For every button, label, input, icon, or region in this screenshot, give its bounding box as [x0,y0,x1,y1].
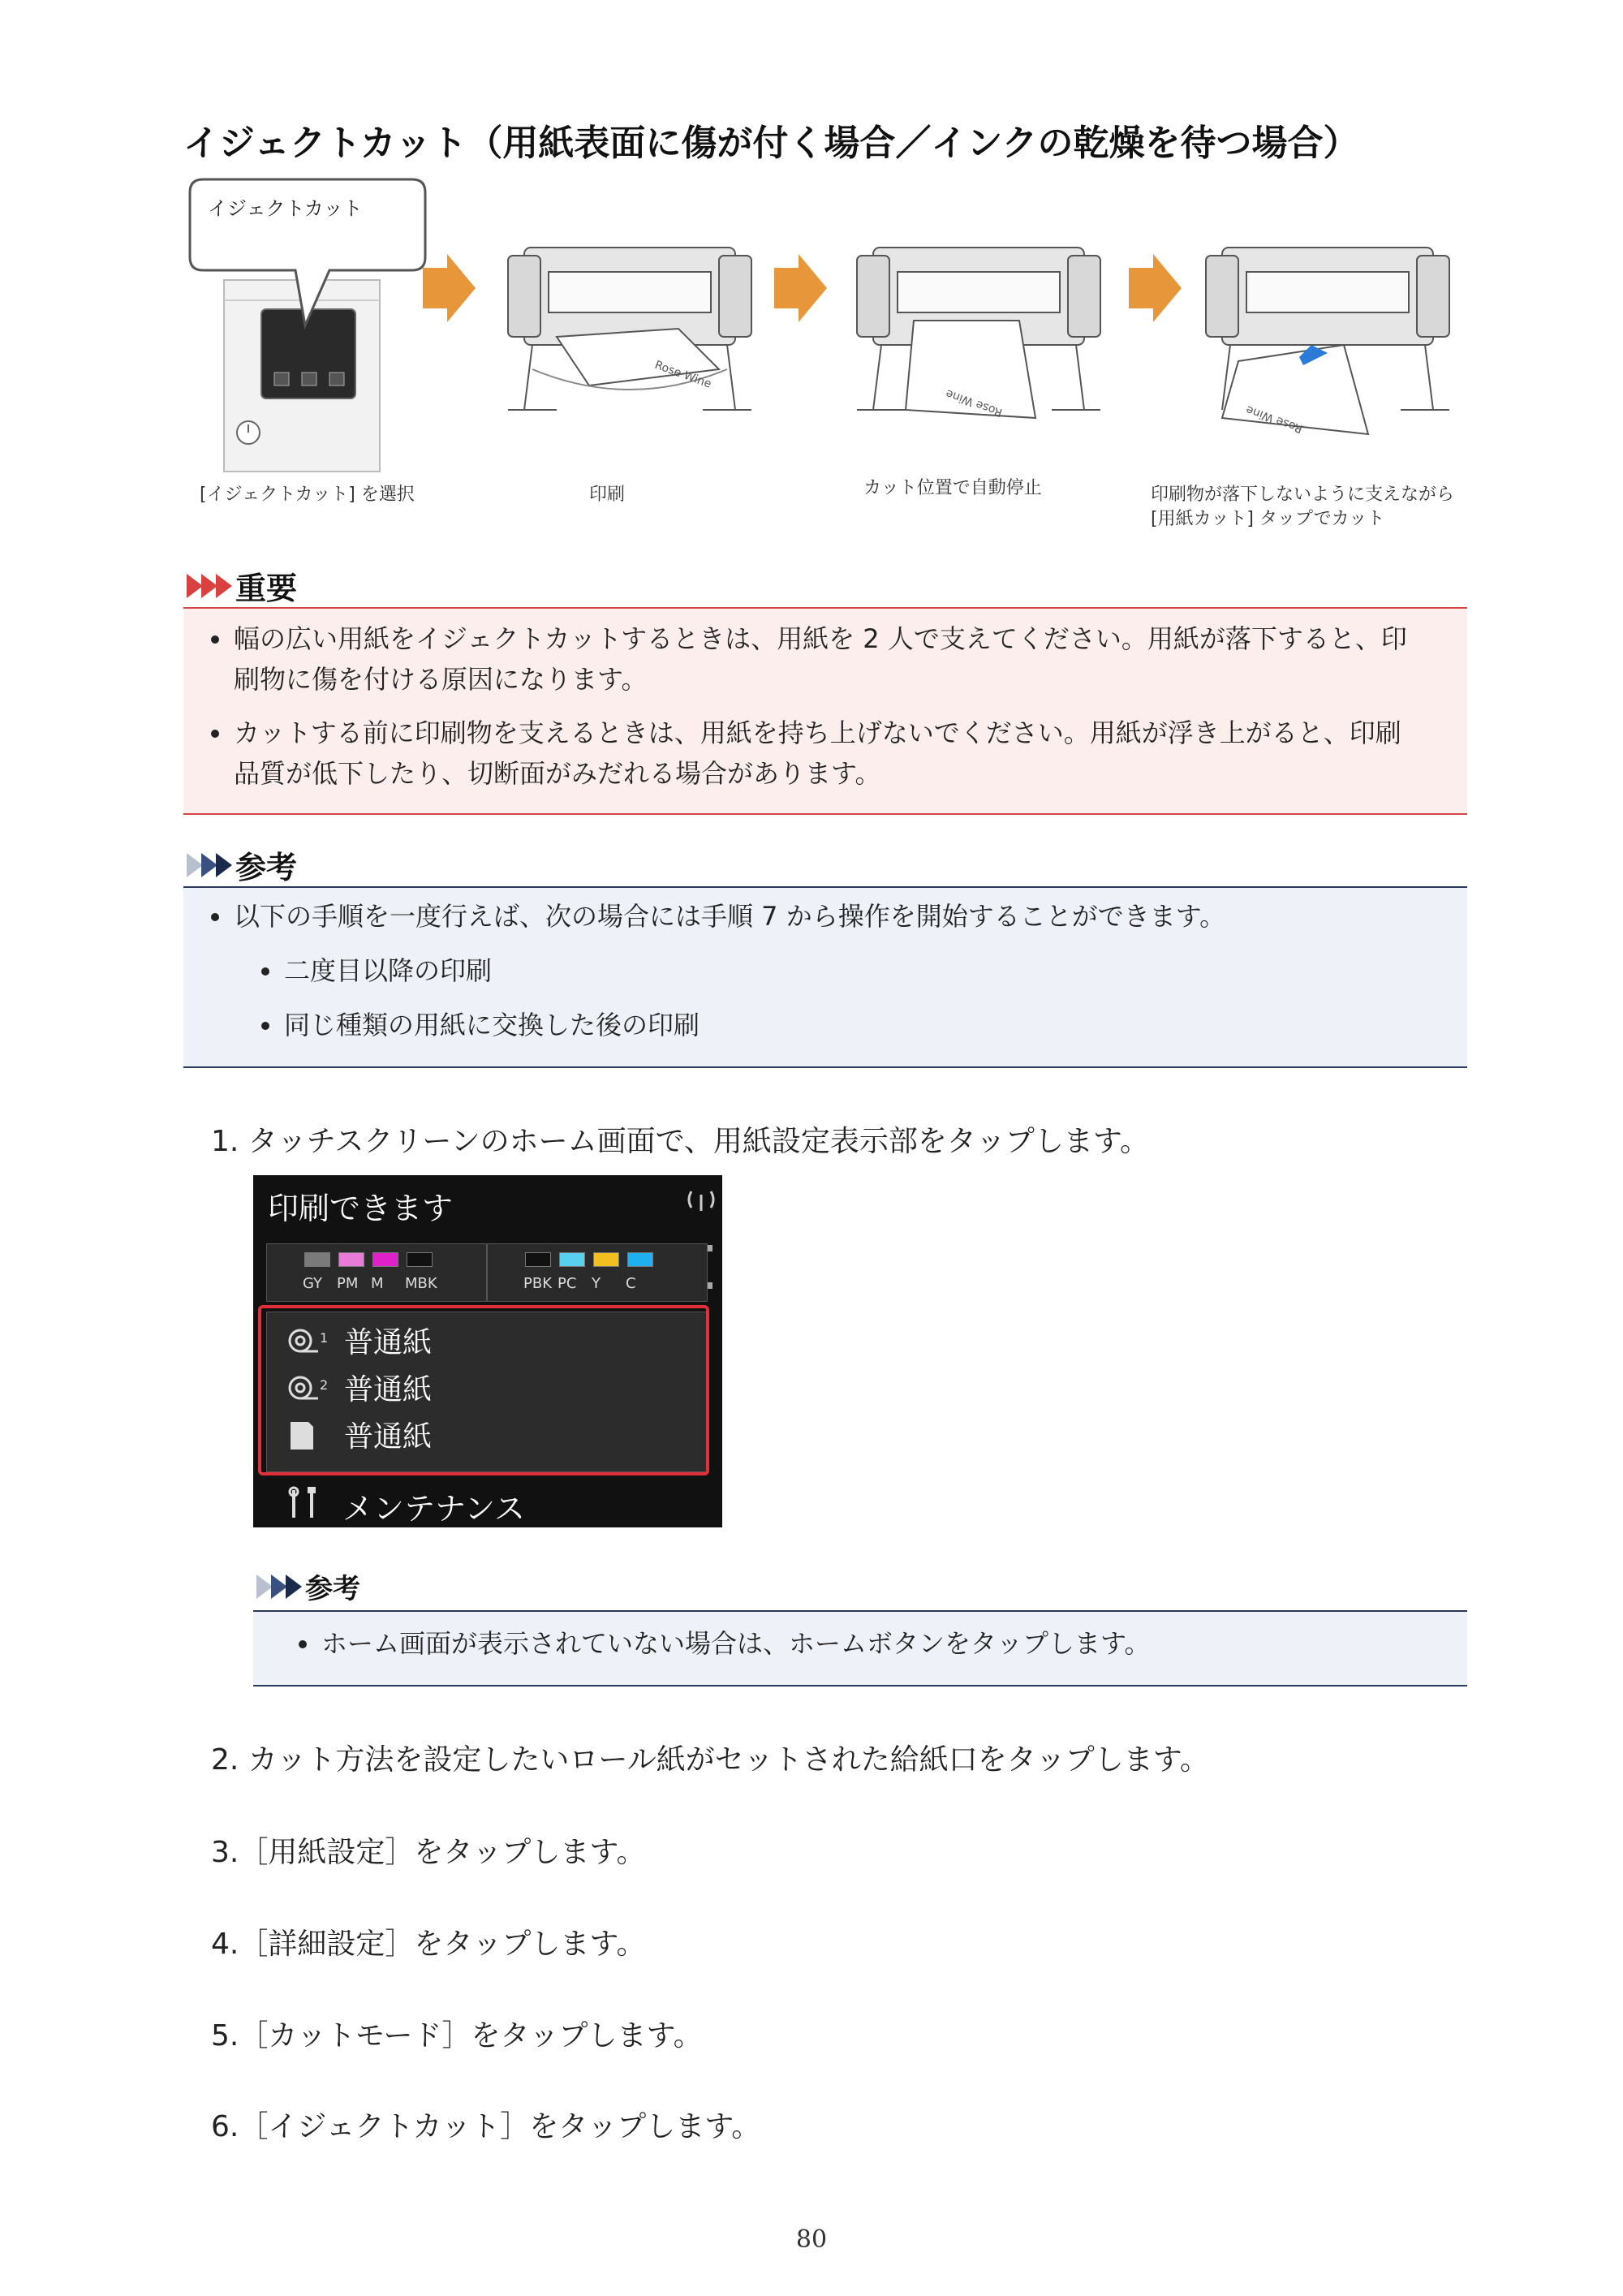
ink-swatch-y [593,1252,619,1267]
media-type-label: 普通紙 [344,1373,433,1406]
ink-label: GY [303,1275,323,1292]
ink-swatch-pc [559,1252,585,1267]
ink-label: PC [558,1275,577,1292]
caption-tap-cut: [用紙カット] タップでカット [1151,509,1385,529]
note-box-2 [253,1610,1467,1686]
eject-cut-illustration [183,174,1474,548]
chevron-icon [256,1574,300,1599]
page-number: 80 [795,2225,828,2254]
svg-text:Rose Wine: Rose Wine [652,358,713,391]
svg-text:2: 2 [320,1376,329,1393]
step-3: 3.［用紙設定］をタップします。 [211,1836,646,1869]
important-heading [187,563,297,608]
caption-select: [イジェクトカット] を選択 [200,485,415,505]
media-row-3[interactable] [286,1414,432,1455]
list-item: 同じ種類の用紙に交換した後の印刷 [284,1005,700,1045]
section-title: イジェクトカット（用紙表面に傷が付く場合／インクの乾燥を待つ場合） [183,123,1359,164]
step-1: 1. タッチスクリーンのホーム画面で、用紙設定表示部をタップします。 [211,1125,1150,1158]
ink-label: M [371,1275,384,1292]
important-heading-text: 重要 [235,571,298,606]
ink-label: PM [337,1275,359,1292]
ink-panel-left[interactable] [266,1243,487,1302]
wireless-icon [685,1187,717,1214]
ink-panel-right[interactable] [487,1243,708,1302]
media-type-label: 普通紙 [344,1326,433,1359]
bubble-text: イジェクトカット [208,197,363,220]
note-heading-text: 参考 [305,1573,360,1605]
svg-text:1: 1 [320,1329,329,1346]
step-2: 2. カット方法を設定したいロール紙がセットされた給紙口をタップします。 [211,1743,1209,1777]
maintenance-icon [286,1485,321,1521]
media-type-label: 普通紙 [344,1420,433,1454]
touchscreen-home [253,1175,722,1527]
media-row-2[interactable] [286,1367,432,1408]
chevron-icon [187,574,230,598]
note-box [183,886,1467,1068]
ink-swatch-c [627,1252,653,1267]
note-heading-text: 参考 [235,850,298,885]
ink-label: PBK [523,1275,553,1292]
ink-label: Y [592,1275,601,1292]
screen-status: 印刷できます [268,1191,454,1226]
step-6: 6.［イジェクトカット］をタップします。 [211,2110,761,2143]
roll-2-icon [286,1372,333,1404]
ink-swatch-m [372,1252,398,1267]
ink-swatch-pm [338,1252,364,1267]
ink-swatch-mbk [407,1252,433,1267]
step-4: 4.［詳細設定］をタップします。 [211,1928,646,1961]
step-5: 5.［カットモード］をタップします。 [211,2019,703,2053]
ink-label: MBK [405,1275,437,1292]
chevron-icon [187,853,230,877]
list-item: 二度目以降の印刷 [284,950,492,991]
svg-text:Rose Wine: Rose Wine [944,386,1005,420]
note-heading-2 [256,1566,360,1606]
list-item: ホーム画面が表示されていない場合は、ホームボタンをタップします。 [321,1623,1150,1664]
svg-text:Rose Wine: Rose Wine [1244,403,1305,436]
ink-label: C [626,1275,636,1292]
ink-swatch-gy [304,1252,330,1267]
note-heading [187,842,297,887]
list-item: 以下の手順を一度行えば、次の場合には手順 7 から操作を開始することができます。 [234,896,1225,937]
important-box [183,607,1467,815]
list-item: カットする前に印刷物を支えるときは、用紙を持ち上げないでください。用紙が浮き上がると、印刷 品質が低下したり、切断面がみだれる場合があります。 [234,713,1451,794]
media-row-1[interactable] [286,1320,432,1361]
caption-support: 印刷物が落下しないように支えながら [1151,485,1455,505]
sheet-icon [286,1419,333,1451]
caption-print: 印刷 [589,485,626,505]
maintenance-menu[interactable]: メンテナンス [342,1491,525,1527]
caption-auto-stop: カット位置で自動停止 [863,478,1042,498]
roll-1-icon [286,1325,333,1357]
list-item: 幅の広い用紙をイジェクトカットするときは、用紙を 2 人で支えてください。用紙が落下すると、印 刷物に傷を付ける原因になります。 [234,618,1451,700]
ink-swatch-pbk [525,1252,551,1267]
